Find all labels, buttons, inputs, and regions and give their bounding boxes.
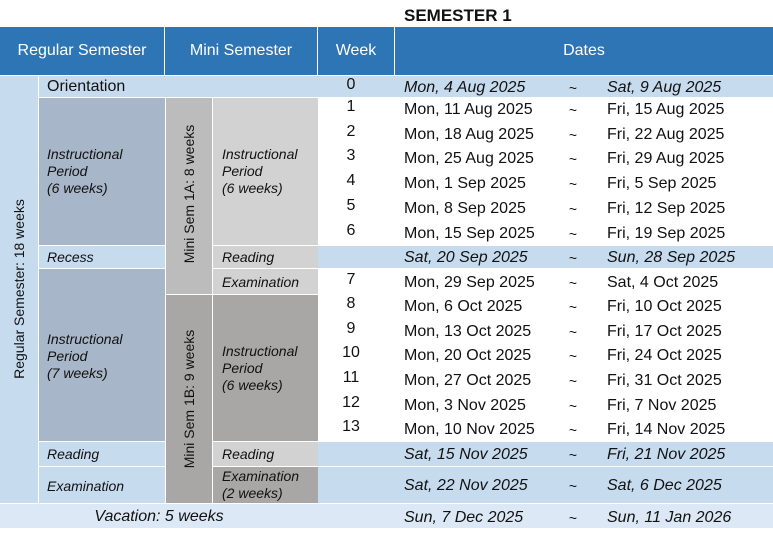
end-date: Sat, 4 Oct 2025 [607,274,719,291]
end-date: Sat, 6 Dec 2025 [607,477,722,494]
mini-1b-reading-cell [213,442,318,466]
end-date: Fri, 21 Nov 2025 [607,446,726,463]
mini-1a-examination-label: Examination [222,274,300,290]
week-number: 4 [346,172,356,189]
start-date: Sat, 22 Nov 2025 [404,477,528,494]
date-range-separator: ~ [568,176,578,192]
mini-sem-1a-length: Mini Sem 1A: 8 weeks [181,124,197,264]
date-range-separator: ~ [568,422,578,438]
date-range-separator: ~ [568,275,578,291]
start-date: Sun, 7 Dec 2025 [404,509,524,526]
instructional-period-7-label: Instructional Period (7 weeks) [47,331,123,381]
start-date: Mon, 11 Aug 2025 [404,101,533,118]
recess-label: Recess [47,249,94,265]
start-date: Mon, 15 Sep 2025 [404,225,535,242]
week-number: 0 [346,76,356,93]
end-date: Fri, 24 Oct 2025 [607,347,722,364]
reading-label: Reading [47,446,100,462]
week-number: 10 [342,344,360,361]
examination-label: Examination [47,478,125,494]
examination-cell [39,467,165,503]
date-range-separator: ~ [568,201,578,217]
start-date: Mon, 18 Aug 2025 [404,126,534,143]
mini-sem-1a-band [166,98,212,294]
end-date: Fri, 22 Aug 2025 [607,126,725,143]
start-date: Mon, 1 Sep 2025 [404,175,526,192]
mini-1b-examination-label: Examination (2 weeks) [222,468,300,501]
date-range-separator: ~ [568,324,578,340]
date-range-separator: ~ [568,102,578,118]
date-range-separator: ~ [568,348,578,364]
week-number: 5 [346,197,356,214]
start-date: Sat, 20 Sep 2025 [404,249,528,266]
end-date: Sat, 9 Aug 2025 [607,79,722,96]
week-number: 3 [346,147,356,164]
mini-1b-examination-cell [213,467,318,503]
orientation-cell [39,76,318,97]
end-date: Fri, 31 Oct 2025 [607,372,722,389]
date-range-separator: ~ [568,127,578,143]
date-range-separator: ~ [568,151,578,167]
start-date: Mon, 10 Nov 2025 [404,421,535,438]
start-date: Mon, 27 Oct 2025 [404,372,532,389]
start-date: Mon, 13 Oct 2025 [404,323,532,340]
start-date: Mon, 3 Nov 2025 [404,397,526,414]
date-range-separator: ~ [568,226,578,242]
orientation-label: Orientation [47,78,126,95]
week-number: 1 [346,98,356,115]
mini-1a-instructional-cell [213,98,318,245]
end-date: Fri, 17 Oct 2025 [607,323,722,340]
instructional-period-7-cell [39,269,165,441]
end-date: Fri, 12 Sep 2025 [607,200,726,217]
mini-1b-instructional-cell [213,295,318,441]
mini-1b-instructional-label: Instructional Period (6 weeks) [222,343,298,393]
week-number: 2 [346,123,356,140]
mini-sem-1b-band [166,295,212,503]
date-range-separator: ~ [568,398,578,414]
mini-1a-reading-cell [213,246,318,268]
date-range-separator: ~ [568,250,578,266]
start-date: Mon, 8 Sep 2025 [404,200,526,217]
start-date: Mon, 4 Aug 2025 [404,79,526,96]
end-date: Fri, 5 Sep 2025 [607,175,717,192]
header-regular-semester: Regular Semester [0,27,164,75]
end-date: Fri, 10 Oct 2025 [607,298,722,315]
regular-semester-band [0,76,38,503]
vacation-label: Vacation: 5 weeks [94,508,224,525]
mini-sem-1b-length: Mini Sem 1B: 9 weeks [181,329,197,469]
end-date: Fri, 14 Nov 2025 [607,421,726,438]
header-dates: Dates [395,27,773,75]
header-week: Week [318,27,394,75]
end-date: Fri, 19 Sep 2025 [607,225,726,242]
week-number: 11 [342,369,360,386]
week-number: 7 [346,271,356,288]
week-number: 13 [342,418,360,435]
semester-title: SEMESTER 1 [404,6,512,25]
end-date: Fri, 7 Nov 2025 [607,397,717,414]
week-number: 12 [342,394,360,411]
date-range-separator: ~ [568,447,578,463]
start-date: Mon, 29 Sep 2025 [404,274,535,291]
mini-1b-reading-label: Reading [222,446,275,462]
header-mini-semester: Mini Semester [165,27,317,75]
regular-semester-length: Regular Semester: 18 weeks [11,199,27,379]
mini-1a-examination-cell [213,269,318,294]
reading-cell [39,442,165,466]
date-range-separator: ~ [568,80,578,96]
end-date: Sun, 11 Jan 2026 [607,509,732,526]
end-date: Fri, 15 Aug 2025 [607,101,725,118]
week-number: 6 [346,222,356,239]
week-number: 9 [346,320,356,337]
start-date: Sat, 15 Nov 2025 [404,446,528,463]
mini-1a-reading-label: Reading [222,249,275,265]
date-range-separator: ~ [568,373,578,389]
recess-cell [39,246,165,268]
mini-1a-instructional-label: Instructional Period (6 weeks) [222,146,298,196]
date-range-separator: ~ [568,299,578,315]
week-number: 8 [346,295,356,312]
date-range-separator: ~ [568,510,578,526]
end-date: Fri, 29 Aug 2025 [607,150,725,167]
date-range-separator: ~ [568,478,578,494]
end-date: Sun, 28 Sep 2025 [607,249,736,266]
start-date: Mon, 6 Oct 2025 [404,298,523,315]
instructional-period-6-label: Instructional Period (6 weeks) [47,146,123,196]
start-date: Mon, 20 Oct 2025 [404,347,532,364]
instructional-period-6-cell [39,98,165,245]
start-date: Mon, 25 Aug 2025 [404,150,534,167]
title-bar [0,4,773,26]
